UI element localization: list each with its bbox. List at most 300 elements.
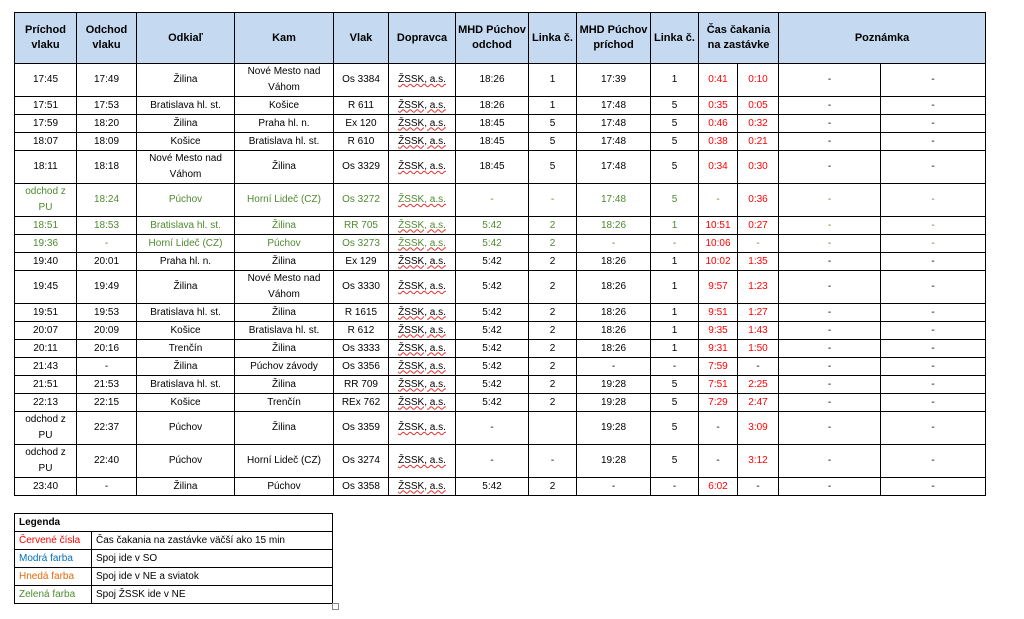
table-cell: -	[577, 478, 651, 496]
table-cell: -	[881, 64, 986, 97]
table-cell: 2	[529, 340, 577, 358]
table-cell: 17:53	[77, 97, 137, 115]
table-row	[15, 253, 986, 271]
table-cell: 18:45	[456, 115, 529, 133]
table-cell: -	[881, 271, 986, 304]
legend-key: Hnedá farba	[15, 568, 92, 586]
table-cell: -	[779, 184, 881, 217]
table-cell: Os 3272	[334, 184, 389, 217]
table-cell: Praha hl. n.	[235, 115, 334, 133]
table-cell: -	[881, 133, 986, 151]
table-cell: 6:02	[699, 478, 738, 496]
table-cell: 20:07	[15, 322, 77, 340]
table-cell: 17:39	[577, 64, 651, 97]
table-cell: 18:18	[77, 151, 137, 184]
table-cell: Os 3330	[334, 271, 389, 304]
col-header: Vlak	[334, 13, 389, 64]
table-cell: -	[738, 478, 779, 496]
table-cell: -	[456, 412, 529, 445]
table-cell: Košice	[235, 97, 334, 115]
table-cell: R 610	[334, 133, 389, 151]
table-cell: Bratislava hl. st.	[235, 133, 334, 151]
table-cell: -	[881, 253, 986, 271]
table-cell: 18:26	[577, 217, 651, 235]
table-cell: Žilina	[137, 358, 235, 376]
table-cell: Púchov	[235, 478, 334, 496]
table-cell: R 612	[334, 322, 389, 340]
table-cell: 22:13	[15, 394, 77, 412]
table-cell: 5:42	[456, 322, 529, 340]
table-cell: 1	[529, 64, 577, 97]
table-cell: ŽSSK, a.s.	[389, 412, 456, 445]
table-cell: 1	[529, 97, 577, 115]
col-header: Poznámka	[779, 13, 986, 64]
table-cell: 1:50	[738, 340, 779, 358]
table-cell: 19:51	[15, 304, 77, 322]
table-cell: 5:42	[456, 478, 529, 496]
table-cell: -	[779, 322, 881, 340]
table-cell: 0:38	[699, 133, 738, 151]
table-cell: -	[779, 394, 881, 412]
legend-description: Spoj ide v SO	[92, 550, 333, 568]
legend-row	[15, 568, 333, 586]
table-cell: ŽSSK, a.s.	[389, 304, 456, 322]
table-cell: -	[529, 184, 577, 217]
table-cell: 18:09	[77, 133, 137, 151]
table-cell: Ex 120	[334, 115, 389, 133]
table-cell: -	[779, 97, 881, 115]
table-cell: Trenčín	[235, 394, 334, 412]
table-cell: 0:46	[699, 115, 738, 133]
table-cell: 20:09	[77, 322, 137, 340]
table-cell: 1	[651, 64, 699, 97]
table-cell: 5:42	[456, 358, 529, 376]
table-cell: 5:42	[456, 235, 529, 253]
table-cell: -	[577, 235, 651, 253]
table-cell: Žilina	[235, 304, 334, 322]
table-cell: 21:53	[77, 376, 137, 394]
table-cell: ŽSSK, a.s.	[389, 133, 456, 151]
table-cell: 1:23	[738, 271, 779, 304]
table-row	[15, 235, 986, 253]
table-cell: 10:06	[699, 235, 738, 253]
table-row	[15, 340, 986, 358]
legend-title-row	[15, 514, 333, 532]
table-cell: Bratislava hl. st.	[137, 217, 235, 235]
table-cell: 1	[651, 322, 699, 340]
table-cell: -	[651, 358, 699, 376]
table-cell: odchod z PU	[15, 445, 77, 478]
table-cell: 18:11	[15, 151, 77, 184]
table-cell: -	[779, 271, 881, 304]
table-cell: RR 709	[334, 376, 389, 394]
table-cell: -	[577, 358, 651, 376]
table-cell: 18:26	[577, 340, 651, 358]
table-cell: 2	[529, 304, 577, 322]
legend-row	[15, 532, 333, 550]
table-cell: 23:40	[15, 478, 77, 496]
table-cell: 17:49	[77, 64, 137, 97]
table-cell: Horní Lideč (CZ)	[235, 184, 334, 217]
table-row	[15, 184, 986, 217]
table-row	[15, 322, 986, 340]
resize-handle[interactable]	[332, 603, 339, 610]
table-row	[15, 217, 986, 235]
table-cell: 0:05	[738, 97, 779, 115]
table-cell: Bratislava hl. st.	[137, 376, 235, 394]
table-cell: 5:42	[456, 376, 529, 394]
table-cell: 21:43	[15, 358, 77, 376]
table-cell: 22:37	[77, 412, 137, 445]
table-cell: -	[779, 478, 881, 496]
table-cell: -	[779, 133, 881, 151]
table-cell: ŽSSK, a.s.	[389, 64, 456, 97]
table-cell: 2	[529, 253, 577, 271]
table-cell: Trenčín	[137, 340, 235, 358]
table-cell: -	[881, 304, 986, 322]
timetable	[14, 12, 986, 496]
table-row	[15, 358, 986, 376]
table-cell: -	[881, 412, 986, 445]
table-cell: -	[77, 235, 137, 253]
table-cell: 5	[529, 115, 577, 133]
table-cell: 17:48	[577, 133, 651, 151]
table-cell: ŽSSK, a.s.	[389, 115, 456, 133]
table-cell: -	[779, 358, 881, 376]
table-cell: 18:51	[15, 217, 77, 235]
col-header: MHD Púchov príchod	[577, 13, 651, 64]
table-cell: 2	[529, 235, 577, 253]
table-cell: Žilina	[235, 253, 334, 271]
table-cell: ŽSSK, a.s.	[389, 394, 456, 412]
table-cell: 5	[651, 133, 699, 151]
table-cell: 5	[651, 445, 699, 478]
table-cell: 5	[651, 376, 699, 394]
table-cell: Žilina	[235, 217, 334, 235]
table-cell: R 1615	[334, 304, 389, 322]
table-cell: 0:36	[738, 184, 779, 217]
legend-key: Zelená farba	[15, 586, 92, 604]
table-row	[15, 478, 986, 496]
table-cell: 19:53	[77, 304, 137, 322]
legend-description: Spoj ide v NE a sviatok	[92, 568, 333, 586]
table-cell: 3:09	[738, 412, 779, 445]
table-cell: -	[881, 151, 986, 184]
table-cell: Os 3274	[334, 445, 389, 478]
table-cell: 2:25	[738, 376, 779, 394]
table-cell: -	[529, 445, 577, 478]
table-cell: -	[651, 235, 699, 253]
table-cell: 18:26	[456, 97, 529, 115]
table-cell: 17:48	[577, 97, 651, 115]
table-cell: 2	[529, 358, 577, 376]
table-cell: Bratislava hl. st.	[137, 304, 235, 322]
table-cell: 10:51	[699, 217, 738, 235]
table-cell: 5:42	[456, 271, 529, 304]
table-cell: 18:26	[577, 271, 651, 304]
table-cell: 1:35	[738, 253, 779, 271]
table-cell: 18:26	[456, 64, 529, 97]
table-cell: -	[779, 376, 881, 394]
table-cell: 0:30	[738, 151, 779, 184]
table-cell: 2	[529, 376, 577, 394]
table-cell: -	[779, 217, 881, 235]
table-cell: 20:01	[77, 253, 137, 271]
legend-key: Červené čísla	[15, 532, 92, 550]
table-cell: Os 3329	[334, 151, 389, 184]
table-cell: ŽSSK, a.s.	[389, 97, 456, 115]
table-cell: Horní Lideč (CZ)	[235, 445, 334, 478]
table-cell: 0:41	[699, 64, 738, 97]
table-cell: Púchov	[137, 184, 235, 217]
table-cell: 0:21	[738, 133, 779, 151]
table-cell: -	[881, 445, 986, 478]
table-cell: 2	[529, 394, 577, 412]
table-cell: Žilina	[137, 64, 235, 97]
col-header: Odkiaľ	[137, 13, 235, 64]
table-cell: -	[699, 184, 738, 217]
table-cell: -	[456, 184, 529, 217]
table-cell: 1:27	[738, 304, 779, 322]
table-cell: Púchov	[137, 412, 235, 445]
table-cell: -	[779, 304, 881, 322]
table-cell: -	[881, 217, 986, 235]
table-cell: 17:48	[577, 184, 651, 217]
table-cell: 22:15	[77, 394, 137, 412]
table-cell: Ex 129	[334, 253, 389, 271]
table-row	[15, 376, 986, 394]
table-cell: 19:28	[577, 376, 651, 394]
table-cell: R 611	[334, 97, 389, 115]
table-cell: Žilina	[235, 340, 334, 358]
table-cell: 2	[529, 271, 577, 304]
table-cell: -	[881, 115, 986, 133]
table-row	[15, 115, 986, 133]
table-cell: -	[881, 376, 986, 394]
table-cell: Os 3333	[334, 340, 389, 358]
table-cell: Žilina	[235, 412, 334, 445]
table-cell: Os 3384	[334, 64, 389, 97]
legend-description: Spoj ŽSSK ide v NE	[92, 586, 333, 604]
table-cell: 5:42	[456, 217, 529, 235]
table-row	[15, 151, 986, 184]
col-header: Kam	[235, 13, 334, 64]
legend-title: Legenda	[15, 514, 333, 532]
table-cell: 5	[529, 133, 577, 151]
table-cell: 17:48	[577, 115, 651, 133]
table-cell: 19:28	[577, 445, 651, 478]
table-cell: -	[779, 445, 881, 478]
table-cell: Praha hl. n.	[137, 253, 235, 271]
header-row	[15, 13, 986, 64]
table-cell: ŽSSK, a.s.	[389, 184, 456, 217]
table-cell: odchod z PU	[15, 412, 77, 445]
table-cell: Bratislava hl. st.	[137, 97, 235, 115]
table-cell: Košice	[137, 394, 235, 412]
table-cell: -	[779, 64, 881, 97]
table-cell: 9:35	[699, 322, 738, 340]
table-cell: -	[699, 412, 738, 445]
table-cell: -	[779, 115, 881, 133]
table-cell: Púchov	[137, 445, 235, 478]
table-cell: -	[881, 478, 986, 496]
table-row	[15, 64, 986, 97]
table-cell: -	[881, 235, 986, 253]
table-cell: 18:53	[77, 217, 137, 235]
table-cell: 5:42	[456, 253, 529, 271]
table-cell: 18:45	[456, 133, 529, 151]
table-cell: -	[881, 394, 986, 412]
table-cell: 17:59	[15, 115, 77, 133]
col-header: Linka č.	[529, 13, 577, 64]
table-cell: 5:42	[456, 340, 529, 358]
table-cell: 19:28	[577, 394, 651, 412]
table-row	[15, 445, 986, 478]
table-cell: -	[456, 445, 529, 478]
table-cell: 2	[529, 322, 577, 340]
table-cell: -	[881, 340, 986, 358]
table-cell: Nové Mesto nad Váhom	[235, 64, 334, 97]
table-cell: 17:45	[15, 64, 77, 97]
table-cell: -	[881, 184, 986, 217]
table-cell: 5	[651, 412, 699, 445]
table-cell: 19:45	[15, 271, 77, 304]
table-cell: ŽSSK, a.s.	[389, 253, 456, 271]
table-cell: ŽSSK, a.s.	[389, 151, 456, 184]
table-cell: 18:26	[577, 322, 651, 340]
table-cell: 0:27	[738, 217, 779, 235]
table-cell: 5	[651, 151, 699, 184]
table-cell: REx 762	[334, 394, 389, 412]
table-row	[15, 394, 986, 412]
table-cell: 19:40	[15, 253, 77, 271]
col-header: Dopravca	[389, 13, 456, 64]
table-cell: RR 705	[334, 217, 389, 235]
legend-key: Modrá farba	[15, 550, 92, 568]
table-cell: Púchov	[235, 235, 334, 253]
table-cell: -	[881, 358, 986, 376]
table-cell: 22:40	[77, 445, 137, 478]
table-cell: 5:42	[456, 304, 529, 322]
table-cell: 2:47	[738, 394, 779, 412]
table-row	[15, 304, 986, 322]
table-cell: -	[779, 340, 881, 358]
table-cell: odchod z PU	[15, 184, 77, 217]
table-cell	[529, 412, 577, 445]
table-cell: -	[738, 358, 779, 376]
table-cell: -	[779, 253, 881, 271]
table-cell: Púchov závody	[235, 358, 334, 376]
table-row	[15, 133, 986, 151]
table-cell: 0:32	[738, 115, 779, 133]
table-cell: 1:43	[738, 322, 779, 340]
table-cell: 20:11	[15, 340, 77, 358]
table-cell: ŽSSK, a.s.	[389, 478, 456, 496]
table-cell: 18:26	[577, 253, 651, 271]
table-cell: -	[779, 235, 881, 253]
table-cell: 7:51	[699, 376, 738, 394]
table-cell: 0:34	[699, 151, 738, 184]
table-cell: 17:51	[15, 97, 77, 115]
table-cell: Nové Mesto nad Váhom	[137, 151, 235, 184]
table-cell: 5	[651, 184, 699, 217]
table-cell: 5	[529, 151, 577, 184]
table-cell: 2	[529, 478, 577, 496]
table-cell: 18:26	[577, 304, 651, 322]
table-cell: Žilina	[235, 376, 334, 394]
table-cell: 9:51	[699, 304, 738, 322]
table-cell: 7:29	[699, 394, 738, 412]
table-cell: 1	[651, 253, 699, 271]
table-cell: Os 3273	[334, 235, 389, 253]
col-header: Odchod vlaku	[77, 13, 137, 64]
table-cell: 9:57	[699, 271, 738, 304]
table-cell: 5	[651, 97, 699, 115]
table-cell: Bratislava hl. st.	[235, 322, 334, 340]
table-cell: Žilina	[137, 271, 235, 304]
table-cell: 18:20	[77, 115, 137, 133]
table-cell: ŽSSK, a.s.	[389, 376, 456, 394]
table-cell: Os 3356	[334, 358, 389, 376]
table-cell: 7:59	[699, 358, 738, 376]
table-cell: -	[651, 478, 699, 496]
table-cell: 9:31	[699, 340, 738, 358]
table-cell: ŽSSK, a.s.	[389, 358, 456, 376]
table-cell: -	[881, 322, 986, 340]
table-cell: ŽSSK, a.s.	[389, 217, 456, 235]
legend-description: Čas čakania na zastávke väčší ako 15 min	[92, 532, 333, 550]
table-cell: 18:07	[15, 133, 77, 151]
table-cell: 0:10	[738, 64, 779, 97]
table-cell: Žilina	[235, 151, 334, 184]
col-header: Príchod vlaku	[15, 13, 77, 64]
col-header: MHD Púchov odchod	[456, 13, 529, 64]
table-row	[15, 97, 986, 115]
table-row	[15, 412, 986, 445]
table-cell: Žilina	[137, 115, 235, 133]
table-cell: -	[699, 445, 738, 478]
legend-row	[15, 586, 333, 604]
table-cell: 17:48	[577, 151, 651, 184]
table-cell: -	[881, 97, 986, 115]
table-cell: 21:51	[15, 376, 77, 394]
table-cell: Košice	[137, 133, 235, 151]
table-cell: 2	[529, 217, 577, 235]
table-cell: Os 3359	[334, 412, 389, 445]
table-cell: 5:42	[456, 394, 529, 412]
table-cell: Žilina	[137, 478, 235, 496]
table-cell: 3:12	[738, 445, 779, 478]
table-cell: 5	[651, 394, 699, 412]
table-cell: 19:36	[15, 235, 77, 253]
legend-row	[15, 550, 333, 568]
table-cell: ŽSSK, a.s.	[389, 235, 456, 253]
table-cell: -	[779, 412, 881, 445]
table-cell: 18:24	[77, 184, 137, 217]
table-cell: 1	[651, 271, 699, 304]
table-cell: 10:02	[699, 253, 738, 271]
table-cell: Nové Mesto nad Váhom	[235, 271, 334, 304]
legend	[14, 513, 333, 604]
table-cell: Horní Lideč (CZ)	[137, 235, 235, 253]
table-cell: 1	[651, 304, 699, 322]
table-cell: 5	[651, 115, 699, 133]
timetable-body	[15, 64, 986, 496]
table-cell: 20:16	[77, 340, 137, 358]
table-cell: ŽSSK, a.s.	[389, 445, 456, 478]
table-cell: Os 3358	[334, 478, 389, 496]
col-header: Linka č.	[651, 13, 699, 64]
